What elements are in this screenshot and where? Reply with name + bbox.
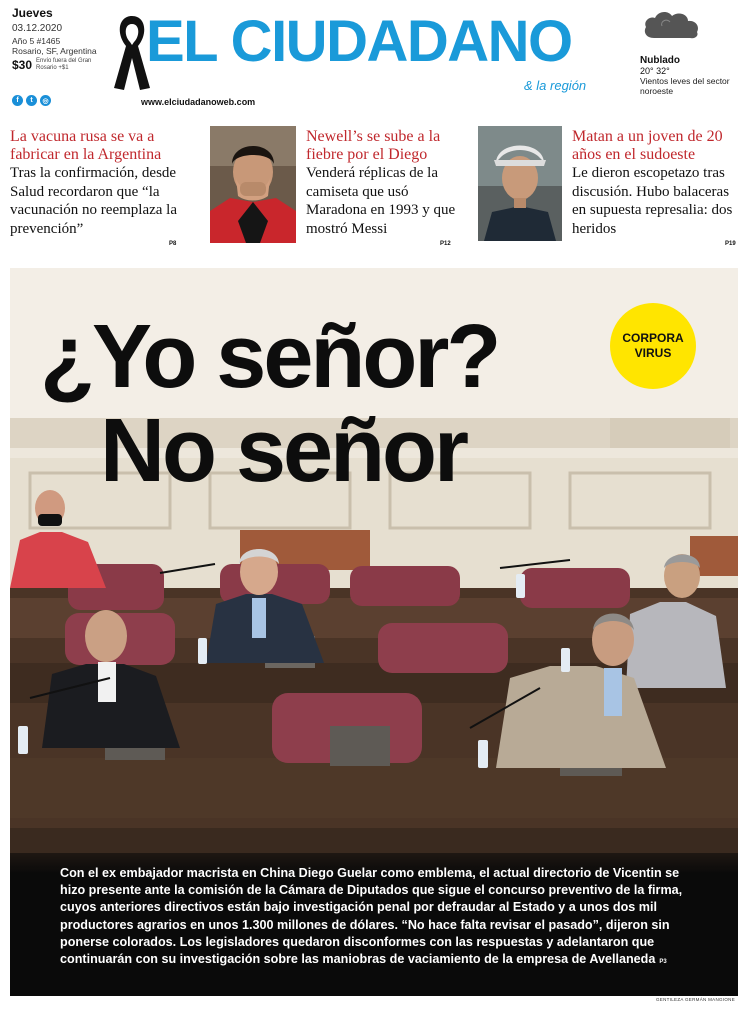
weather-description: Vientos leves del sector noroeste <box>640 76 730 96</box>
main-headline-line2: No señor <box>100 401 467 501</box>
page-reference: P19 <box>725 241 736 247</box>
corpora-virus-badge <box>610 303 696 389</box>
top-story-vaccine[interactable] <box>10 128 200 238</box>
maradona-photo <box>210 126 296 243</box>
victim-photo <box>478 126 562 241</box>
twitter-icon[interactable]: t <box>26 95 37 106</box>
issue-location: Rosario, SF, Argentina <box>12 46 97 56</box>
issue-info <box>12 6 112 72</box>
top-story-headline: La vacuna rusa se va a fabricar en la Argentina <box>10 128 162 163</box>
weather-condition: Nublado <box>640 55 680 66</box>
newspaper-logo: EL CIUDADANO <box>146 9 572 74</box>
social-links <box>12 95 51 106</box>
weather-temperature: 20° 32° <box>640 66 670 76</box>
weather-widget <box>640 8 746 96</box>
shipping-note: Envío fuera del Gran Rosario +$1 <box>36 58 92 71</box>
logo-subtitle: & la región <box>524 78 587 93</box>
top-story-body: Venderá réplicas de la camiseta que usó Maradona en 1993 y que mostró Messi <box>306 165 456 237</box>
top-story-crime[interactable] <box>572 128 742 238</box>
badge-line1: CORPORA <box>622 331 684 345</box>
cloud-icon <box>640 8 702 42</box>
website-link[interactable]: www.elciudadanoweb.com <box>141 97 256 107</box>
issue-day: Jueves <box>12 6 53 20</box>
page-reference: P3 <box>659 959 667 966</box>
page-reference: P8 <box>169 241 177 247</box>
top-story-body: Le dieron escopetazo tras discusión. Hubo balaceras en supuesta represalia: dos heridos <box>572 165 733 237</box>
photo-credit: GENTILEZA GERMÁN MANGIONE <box>656 997 736 1002</box>
price: $30 <box>12 58 33 72</box>
instagram-icon[interactable]: ◎ <box>40 95 51 106</box>
main-story-caption <box>10 853 738 996</box>
issue-number: Año 5 #1465 <box>12 36 61 46</box>
issue-date: 03.12.2020 <box>12 23 63 34</box>
top-story-newells[interactable] <box>306 128 466 238</box>
facebook-icon[interactable]: f <box>12 95 23 106</box>
main-headline <box>40 307 499 501</box>
main-story[interactable] <box>10 268 738 996</box>
page-reference: P12 <box>440 241 451 247</box>
price-row <box>12 58 112 72</box>
badge-line2: VIRUS <box>634 346 672 360</box>
caption-text: Con el ex embajador macrista en China Diego Guelar como emblema, el actual directorio de Vicentin se hizo presente ante la comisión de la Cámara de Diputados que sigue el concurso preventivo de la firma, cuyos anteriores directivos están bajo investigación penal por defraudar al Estado y a unos dos mil productores agrarios en unos 1.300 millones de dólares. “No hace falta revisar el pasado”, dijeron sin ponerse colorados. Los legisladores quedaron disconformes con las respuestas y adelantaron que continuarán con su investigación sobre las maniobras de vaciamiento de la empresa de Avellaneda <box>60 866 683 967</box>
top-story-body: Tras la confirmación, desde Salud recordaron que “la vacunación no reemplaza la prevención” <box>10 165 177 237</box>
main-headline-line1: ¿Yo señor? <box>40 307 499 407</box>
top-story-headline: Matan a un joven de 20 años en el sudoeste <box>572 128 723 163</box>
top-story-headline: Newell’s se sube a la fiebre por el Diego <box>306 128 441 163</box>
